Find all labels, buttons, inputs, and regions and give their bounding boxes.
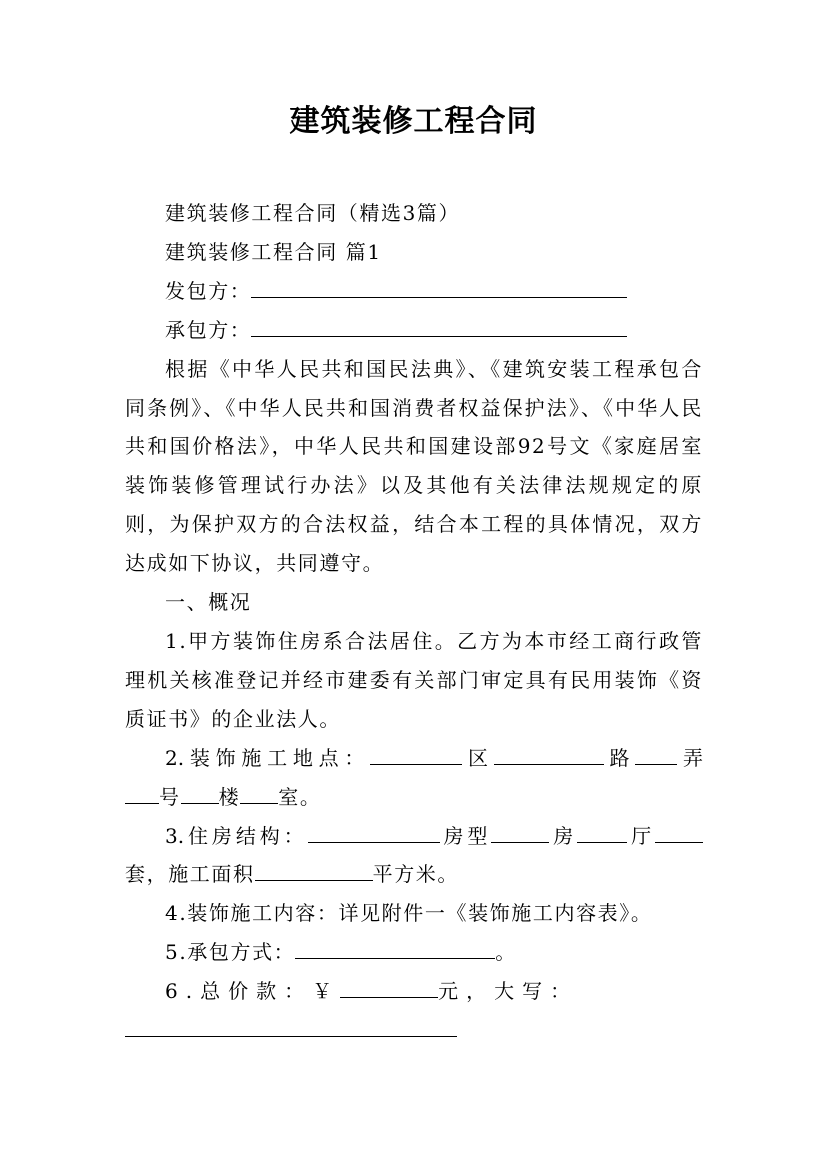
room-blank <box>240 782 278 804</box>
item6-yuan: 元，大写： <box>438 979 579 1004</box>
lane-blank <box>635 743 677 765</box>
district-label: 区 <box>462 745 494 770</box>
area-unit: 平方米。 <box>372 862 460 887</box>
party-a-blank <box>251 276 627 298</box>
item2-line2 <box>125 778 703 817</box>
lane-label: 弄 <box>677 745 704 770</box>
preamble-paragraph: 根据《中华人民共和国民法典》、《建筑安装工程承包合同条例》、《中华人民共和国消费者权益保护法》、《中华人民共和国价格法》，中华人民共和国建设部92号文《家庭居室装饰装修管理试行办法》以及其他有关法律法规规定的原则，为保护双方的合法权益，结合本工程的具体情况，双方达成如下协议，共同遵守。 <box>125 356 703 576</box>
document-body <box>125 194 703 1050</box>
structure-blank <box>308 821 440 843</box>
road-blank <box>494 743 604 765</box>
sets-label: 套，施工面积 <box>125 862 255 887</box>
halls-blank <box>577 821 627 843</box>
item3-prefix: 3.住房结构： <box>165 823 308 848</box>
rooms-blank <box>491 821 549 843</box>
halls-label: 厅 <box>627 823 656 848</box>
district-blank <box>370 743 462 765</box>
item2-line1 <box>125 739 703 778</box>
road-label: 路 <box>603 745 636 770</box>
number-label: 号 <box>159 784 181 809</box>
heading-part1: 建筑装修工程合同 篇1 <box>165 239 382 264</box>
item6-line1 <box>125 972 703 1011</box>
area-blank <box>255 859 373 881</box>
party-a-label: 发包方： <box>165 278 252 303</box>
item5-prefix: 5.承包方式： <box>165 940 296 965</box>
party-b-label: 承包方： <box>165 317 252 342</box>
item6-line2 <box>125 1011 703 1050</box>
rooms-label: 房 <box>549 823 578 848</box>
party-a-line <box>125 272 703 311</box>
item1-paragraph: 1.甲方装饰住房系合法居住。乙方为本市经工商行政管理机关核准登记并经市建委有关部门审定具有民用装饰《资质证书》的企业法人。 <box>125 628 703 731</box>
building-label: 楼 <box>218 784 241 809</box>
room-label: 室。 <box>278 784 322 809</box>
sets-blank <box>655 821 703 843</box>
heading-all: 建筑装修工程合同（精选3篇） <box>165 201 461 225</box>
building-blank <box>181 782 219 804</box>
item3-line1 <box>125 817 703 856</box>
item2-prefix: 2.装饰施工地点： <box>165 745 371 770</box>
price-blank <box>340 976 438 998</box>
section1-heading: 一、概况 <box>165 590 252 615</box>
price-uppercase-blank <box>125 1015 457 1037</box>
item4-paragraph: 4.装饰施工内容：详见附件一《装饰施工内容表》。 <box>165 901 653 926</box>
item5-line <box>125 933 703 972</box>
item6-prefix: 6.总价款：￥ <box>165 979 341 1004</box>
number-blank <box>125 782 159 804</box>
item3-line2 <box>125 855 703 894</box>
party-b-blank <box>251 315 627 337</box>
document-title: 建筑装修工程合同 <box>289 104 538 139</box>
contract-mode-blank <box>295 937 495 959</box>
party-b-line <box>125 311 703 350</box>
item5-suffix: 。 <box>495 940 517 965</box>
type-label: 房型 <box>439 823 492 848</box>
